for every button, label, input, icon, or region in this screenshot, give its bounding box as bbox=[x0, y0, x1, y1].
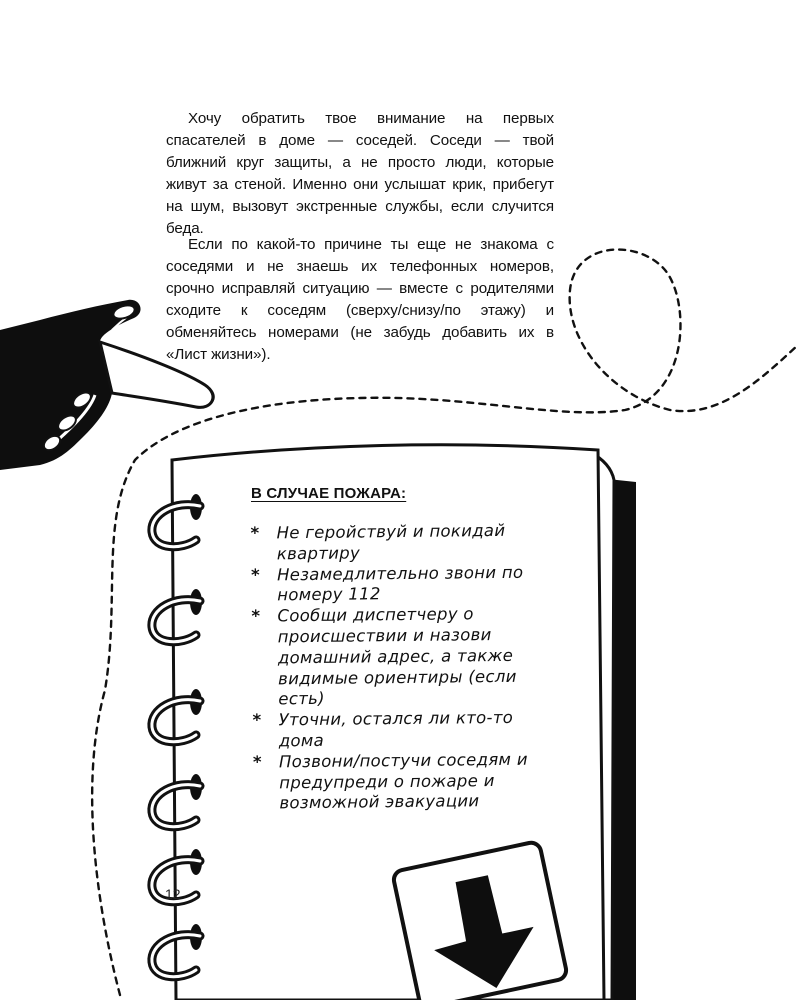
list-item-text: Незамедлительно звони по номеру 112 bbox=[276, 562, 524, 605]
list-item bbox=[251, 562, 556, 607]
intro-paragraph-2: Если по какой-то причине ты еще не знакома с соседями и не знаешь их телефонных номеров, срочно исправляй ситуацию — вместе с родителями сходите к соседям (сверху/снизу/по этажу) и обменяйтесь номерами (не забудь добавить их в «Лист жизни»). bbox=[166, 236, 554, 363]
list-item-text: Сообщи диспетчеру о происшествии и назови домашний адрес, а также видимые ориентиры (если есть) bbox=[277, 604, 517, 709]
page-number: 12 bbox=[165, 886, 181, 902]
list-item-text: Не геройствуй и покидай квартиру bbox=[276, 520, 506, 564]
list-item bbox=[250, 520, 555, 565]
list-item-text: Позвони/постучи соседям и предупреди о пожаре и возможной эвакуации bbox=[278, 749, 528, 813]
fire-instructions-title: В СЛУЧАЕ ПОЖАРА: bbox=[251, 485, 407, 502]
list-item bbox=[253, 749, 559, 815]
fire-instructions-list bbox=[250, 520, 558, 814]
list-item bbox=[252, 708, 557, 753]
spiral-ring-icon bbox=[152, 494, 202, 547]
asterisk-bullet: * bbox=[250, 565, 261, 585]
spiral-ring-icon bbox=[152, 924, 202, 977]
list-item-text: Уточни, остался ли кто-то дома bbox=[278, 708, 514, 751]
asterisk-bullet: * bbox=[251, 606, 261, 626]
asterisk-bullet: * bbox=[252, 710, 262, 730]
asterisk-bullet: * bbox=[252, 752, 263, 772]
spiral-ring-icon bbox=[152, 774, 202, 827]
asterisk-bullet: * bbox=[250, 523, 260, 543]
list-item bbox=[251, 604, 557, 711]
intro-paragraph-1: Хочу обратить твое внимание на первых спасателей в доме — соседей. Соседи — твой ближний круг защиты, а не просто люди, которые живут за стеной. Именно они услышат крик, прибегут на шум, вызовут экстренные службы, если случится беда. bbox=[166, 110, 554, 237]
spiral-ring-icon bbox=[152, 689, 202, 742]
spiral-ring-icon bbox=[152, 589, 202, 642]
